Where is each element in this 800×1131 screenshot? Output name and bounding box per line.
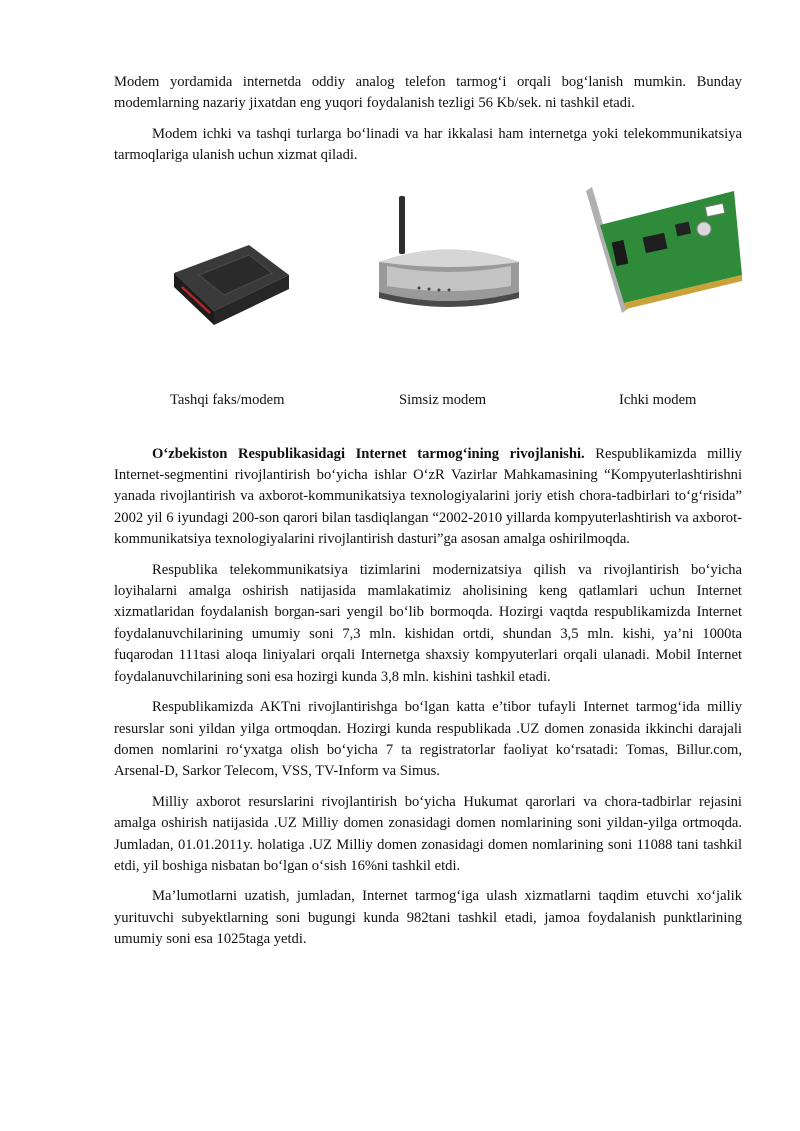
paragraph-modem-analog: Modem yordamida internetda oddiy analog telefon tarmog‘i orqali bog‘lanish mumkin. Bunday modemlarning nazariy jixatdan eng yuqori foydalanish tezligi 56 Kb/sek. ni tashkil etadi. (114, 74, 742, 112)
paragraph-uz-domain: Milliy axborot resurslarini rivojlantirish bo‘yicha Hukumat qarorlari va chora-tadbirlar rejasini amalga oshirish natijasida .UZ Milliy domen zonasidagi domen nomlarining soni yildan-yilga ortmoqda. Jumladan, 01.01.2011y. holatiga .UZ Milliy domen zonasidagi domen nomlarining soni 11088 tani tashkil etdi, yil boshiga nisbatan bo‘lgan o‘sish 16%ni tashkil etdi. (114, 793, 742, 874)
document-page (114, 72, 742, 951)
wireless-modem-image (369, 192, 529, 322)
external-fax-modem-image (154, 213, 304, 333)
paragraph-modem-types: Modem ichki va tashqi turlarga bo‘linadi va har ikkalasi ham internetga yoki telekommunikatsiya tarmoqlariga ulanish uchun xizmat qiladi. (114, 125, 742, 164)
section-heading: O‘zbekiston Respublikasidagi Internet tarmog‘ining rivojlanishi. (152, 445, 585, 462)
caption-internal-modem: Ichki modem (619, 391, 697, 408)
caption-wireless-modem: Simsiz modem (399, 391, 487, 408)
internal-modem-card-image (584, 179, 744, 329)
paragraph-telecom-modernization: Respublika telekommunikatsiya tizimlarini modernizatsiya qilish va rivojlantirish bo‘yicha loyihalarni amalga oshirish natijasida mamlakatimiz aholisining keng qatlamlari uchun Internet xizmatlaridan foydalanish borgan-sari yengil bo‘lib bormoqda. Hozirgi vaqtda respublikamizda Internet foydalanuvchilarining umumiy soni 7,3 mln. kishidan ortdi, shundan 3,5 mln. kishi, ya’ni 1000ta fuqarodan 111tasi aloqa liniyalari orqali Internetga shaxsiy kompyuterlari orqali ulanadi. Mobil Internet foydalanuvchilarining soni esa hozirgi kunda 3,8 mln. kishini tashkil etadi. (114, 561, 742, 685)
paragraph-internet-development-body: Respublikamizda milliy Internet-segmentini rivojlantirish bo‘yicha ishlar O‘zR Vazirlar Mahkamasining “Kompyuterlashtirishni yanada rivojlantirish va axborot-kommunikatsiya texnologiyalarini joriy etish chora-tadbirlari to‘g‘risida” 2002 yil 6 iyundagi 200-son qarori bilan tasdiqlangan “2002-2010 yillarda kompyuterlashtirish va axborot-kommunikatsiya texnologiyalarini rivojlantirish dasturi”ga asosan amalga oshirilmoqda. (114, 445, 742, 548)
caption-external-modem: Tashqi faks/modem (170, 391, 285, 408)
paragraph-internet-development (114, 444, 742, 551)
modem-figures (114, 167, 742, 407)
paragraph-ict-resources: Respublikamizda AKTni rivojlantirishga bo‘lgan katta e’tibor tufayli Internet tarmog‘ida milliy resurslar soni yildan yilga ortmoqdan. Hozirgi kunda respublikada .UZ domen zonasida ikkinchi darajali domen nomlarini ro‘yxatga olish bo‘yicha 7 ta registratorlar faoliyat ko‘rsatadi: Tomas, Billur.com, Arsenal-D, Sarkor Telecom, VSS, TV-Inform va Simus. (114, 699, 742, 780)
paragraph-data-transmission: Ma’lumotlarni uzatish, jumladan, Internet tarmog‘iga ulash xizmatlarni taqdim etuvchi xo‘jalik yurituvchi subyektlarning soni bugungi kunda 982tani tashkil etadi, jamoa foydalanish punktlarining umumiy soni esa 1025taga yetdi. (114, 888, 742, 948)
